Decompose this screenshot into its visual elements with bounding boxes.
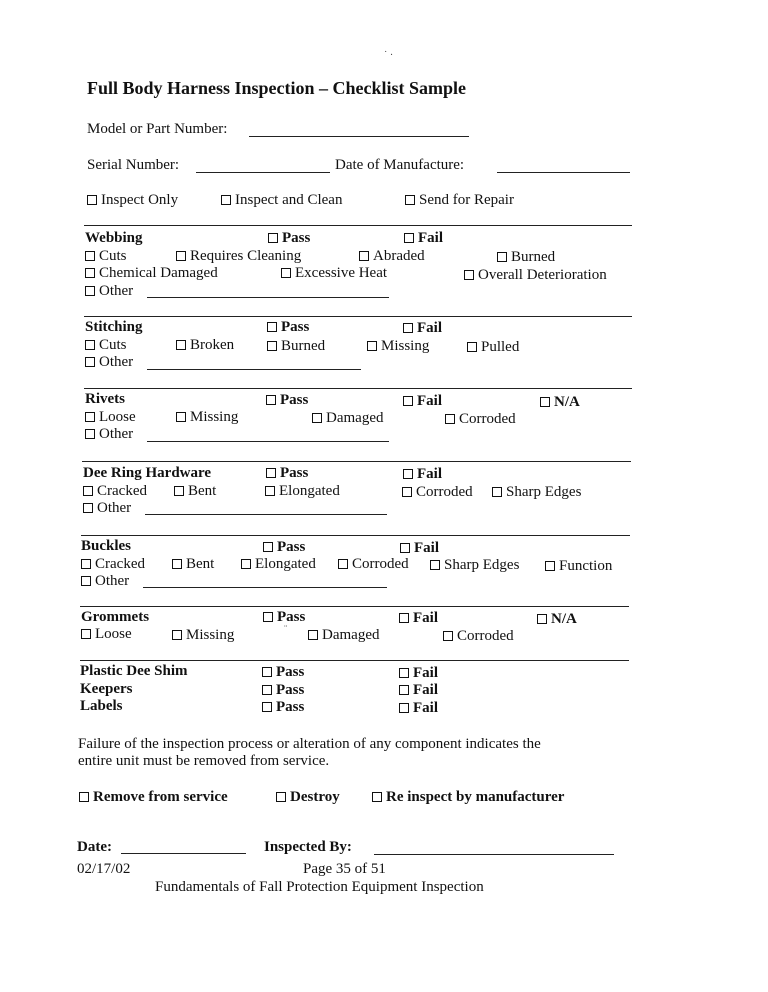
webbing-cuts[interactable]: Cuts — [85, 248, 127, 265]
serial-number-field[interactable] — [196, 172, 330, 173]
labels-label: Labels — [80, 698, 123, 714]
webbing-requires-cleaning[interactable]: Requires Cleaning — [176, 248, 301, 265]
dee-ring-pass[interactable]: Pass — [266, 465, 308, 482]
checkbox[interactable] — [85, 286, 95, 296]
grommets-loose[interactable]: Loose — [81, 626, 132, 643]
buckles-title: Buckles — [81, 538, 132, 554]
checkbox[interactable] — [85, 429, 95, 439]
stitching-title: Stitching — [85, 319, 143, 335]
plastic-dee-shim-pass[interactable]: Pass — [262, 664, 304, 681]
checkbox[interactable] — [262, 667, 272, 677]
scan-mark: ¨ — [284, 624, 288, 635]
notice-line-1: Failure of the inspection process or alteration of any component indicates the — [78, 736, 541, 752]
checkbox[interactable] — [399, 685, 409, 695]
checkbox[interactable] — [174, 486, 184, 496]
checkbox[interactable] — [83, 503, 93, 513]
checkbox[interactable] — [399, 668, 409, 678]
rivets-fail[interactable]: Fail — [403, 393, 442, 410]
checkbox[interactable] — [176, 340, 186, 350]
checkbox[interactable] — [399, 613, 409, 623]
checkbox[interactable] — [85, 268, 95, 278]
checkbox[interactable] — [263, 612, 273, 622]
stitching-burned[interactable]: Burned — [267, 338, 325, 355]
stitching-other[interactable]: Other — [85, 354, 133, 371]
rivets-loose[interactable]: Loose — [85, 409, 136, 426]
checkbox[interactable] — [403, 469, 413, 479]
model-number-field[interactable] — [249, 136, 469, 137]
stitching-missing[interactable]: Missing — [367, 338, 429, 355]
checkbox[interactable] — [281, 268, 291, 278]
keepers-fail[interactable]: Fail — [399, 682, 438, 699]
date-of-manufacture-field[interactable] — [497, 172, 630, 173]
checkbox[interactable] — [308, 630, 318, 640]
webbing-title: Webbing — [85, 230, 143, 246]
webbing-fail[interactable]: Fail — [404, 230, 443, 247]
dee-ring-sharp-edges[interactable]: Sharp Edges — [492, 484, 581, 501]
checkbox[interactable] — [268, 233, 278, 243]
document-date: 02/17/02 — [77, 861, 131, 877]
checkbox[interactable] — [267, 322, 277, 332]
dee-ring-corroded[interactable]: Corroded — [402, 484, 473, 501]
checkbox[interactable] — [266, 395, 276, 405]
date-label: Date: — [77, 839, 112, 855]
rivets-other-field[interactable] — [147, 441, 389, 442]
date-of-manufacture-label: Date of Manufacture: — [335, 157, 465, 173]
checkbox[interactable] — [176, 412, 186, 422]
checkbox[interactable] — [338, 559, 348, 569]
checkbox[interactable] — [545, 561, 555, 571]
checkbox[interactable] — [81, 629, 91, 639]
section-divider — [80, 660, 629, 661]
grommets-fail[interactable]: Fail — [399, 610, 438, 627]
buckles-corroded[interactable]: Corroded — [338, 556, 409, 573]
action-destroy[interactable]: Destroy — [276, 789, 340, 806]
checkbox[interactable] — [266, 468, 276, 478]
buckles-cracked[interactable]: Cracked — [81, 556, 145, 573]
checkbox[interactable] — [537, 614, 547, 624]
webbing-pass[interactable]: Pass — [268, 230, 310, 247]
plastic-dee-shim-fail[interactable]: Fail — [399, 665, 438, 682]
buckles-function[interactable]: Function — [545, 558, 612, 575]
dee-ring-other[interactable]: Other — [83, 500, 131, 517]
checkbox[interactable] — [85, 412, 95, 422]
buckles-fail[interactable]: Fail — [400, 540, 439, 557]
checkbox[interactable] — [87, 195, 97, 205]
checkbox[interactable] — [403, 323, 413, 333]
stitching-pass[interactable]: Pass — [267, 319, 309, 336]
section-divider — [82, 461, 631, 462]
checkbox[interactable] — [367, 341, 377, 351]
grommets-corroded[interactable]: Corroded — [443, 628, 514, 645]
checkbox[interactable] — [83, 486, 93, 496]
rivets-title: Rivets — [85, 391, 125, 407]
rivets-corroded[interactable]: Corroded — [445, 411, 516, 428]
checkbox[interactable] — [267, 341, 277, 351]
webbing-other-field[interactable] — [147, 297, 389, 298]
checkbox[interactable] — [241, 559, 251, 569]
checkbox[interactable] — [172, 630, 182, 640]
checkbox[interactable] — [492, 487, 502, 497]
grommets-title: Grommets — [81, 609, 150, 625]
buckles-pass[interactable]: Pass — [263, 539, 305, 556]
notice-line-2: entire unit must be removed from service. — [78, 753, 330, 769]
inspected-by-field[interactable] — [374, 854, 614, 855]
rivets-missing[interactable]: Missing — [176, 409, 238, 426]
section-divider — [84, 388, 632, 389]
checkbox[interactable] — [403, 396, 413, 406]
checkbox[interactable] — [464, 270, 474, 280]
dee-ring-fail[interactable]: Fail — [403, 466, 442, 483]
checkbox[interactable] — [540, 397, 550, 407]
webbing-burned[interactable]: Burned — [497, 249, 555, 266]
checkbox[interactable] — [399, 703, 409, 713]
section-divider — [80, 606, 629, 607]
dee-ring-cracked[interactable]: Cracked — [83, 483, 147, 500]
webbing-other[interactable]: Other — [85, 283, 133, 300]
scan-mark: ˙ · — [384, 50, 394, 61]
grommets-damaged[interactable]: Damaged — [308, 627, 379, 644]
rivets-pass[interactable]: Pass — [266, 392, 308, 409]
model-number-label: Model or Part Number: — [87, 121, 228, 137]
checkbox[interactable] — [81, 559, 91, 569]
checkbox[interactable] — [262, 702, 272, 712]
section-divider — [84, 316, 632, 317]
rivets-damaged[interactable]: Damaged — [312, 410, 383, 427]
checkbox[interactable] — [402, 487, 412, 497]
checkbox[interactable] — [81, 576, 91, 586]
buckles-other-field[interactable] — [143, 587, 387, 588]
keepers-label: Keepers — [80, 681, 133, 697]
inspected-by-label: Inspected By: — [264, 839, 352, 855]
checkbox[interactable] — [79, 792, 89, 802]
checkbox[interactable] — [467, 342, 477, 352]
checkbox[interactable] — [276, 792, 286, 802]
dee-ring-title: Dee Ring Hardware — [83, 465, 212, 481]
buckles-elongated[interactable]: Elongated — [241, 556, 316, 573]
document-title: Fundamentals of Fall Protection Equipment Inspection — [155, 879, 484, 895]
grommets-missing[interactable]: Missing — [172, 627, 234, 644]
action-reinspect-by-manufacturer[interactable]: Re inspect by manufacturer — [372, 789, 564, 806]
stitching-cuts[interactable]: Cuts — [85, 337, 127, 354]
checkbox[interactable] — [312, 413, 322, 423]
checkbox[interactable] — [85, 340, 95, 350]
rivets-na[interactable]: N/A — [540, 394, 580, 411]
checkbox[interactable] — [430, 560, 440, 570]
stitching-pulled[interactable]: Pulled — [467, 339, 519, 356]
checkbox[interactable] — [265, 486, 275, 496]
checkbox[interactable] — [263, 542, 273, 552]
checkbox[interactable] — [221, 195, 231, 205]
keepers-pass[interactable]: Pass — [262, 682, 304, 699]
checkbox[interactable] — [176, 251, 186, 261]
checkbox[interactable] — [172, 559, 182, 569]
buckles-sharp-edges[interactable]: Sharp Edges — [430, 557, 519, 574]
labels-pass[interactable]: Pass — [262, 699, 304, 716]
rivets-other[interactable]: Other — [85, 426, 133, 443]
checkbox[interactable] — [372, 792, 382, 802]
option-send-for-repair[interactable]: Send for Repair — [405, 192, 514, 209]
webbing-abraded[interactable]: Abraded — [359, 248, 425, 265]
option-inspect-only[interactable]: Inspect Only — [87, 192, 178, 209]
dee-ring-elongated[interactable]: Elongated — [265, 483, 340, 500]
webbing-overall-deterioration[interactable]: Overall Deterioration — [464, 267, 607, 284]
page-number: Page 35 of 51 — [303, 861, 386, 877]
checkbox[interactable] — [443, 631, 453, 641]
dee-ring-other-field[interactable] — [145, 514, 387, 515]
stitching-broken[interactable]: Broken — [176, 337, 234, 354]
plastic-dee-shim-label: Plastic Dee Shim — [80, 663, 188, 679]
stitching-other-field[interactable] — [147, 369, 361, 370]
section-divider — [81, 535, 630, 536]
checkbox[interactable] — [445, 414, 455, 424]
buckles-other[interactable]: Other — [81, 573, 129, 590]
dee-ring-bent[interactable]: Bent — [174, 483, 216, 500]
webbing-chemical-damaged[interactable]: Chemical Damaged — [85, 265, 218, 282]
stitching-fail[interactable]: Fail — [403, 320, 442, 337]
buckles-bent[interactable]: Bent — [172, 556, 214, 573]
grommets-na[interactable]: N/A — [537, 611, 577, 628]
checkbox[interactable] — [405, 195, 415, 205]
checkbox[interactable] — [85, 357, 95, 367]
checkbox[interactable] — [262, 685, 272, 695]
checkbox[interactable] — [497, 252, 507, 262]
grommets-pass[interactable]: Pass — [263, 609, 305, 626]
checkbox[interactable] — [359, 251, 369, 261]
section-divider — [84, 225, 632, 226]
checkbox[interactable] — [85, 251, 95, 261]
page-title: Full Body Harness Inspection – Checklist Sample — [87, 78, 467, 98]
serial-number-label: Serial Number: — [87, 157, 180, 173]
labels-fail[interactable]: Fail — [399, 700, 438, 717]
action-remove-from-service[interactable]: Remove from service — [79, 789, 228, 806]
option-inspect-and-clean[interactable]: Inspect and Clean — [221, 192, 342, 209]
webbing-excessive-heat[interactable]: Excessive Heat — [281, 265, 387, 282]
checkbox[interactable] — [404, 233, 414, 243]
checkbox[interactable] — [400, 543, 410, 553]
date-field[interactable] — [121, 853, 246, 854]
